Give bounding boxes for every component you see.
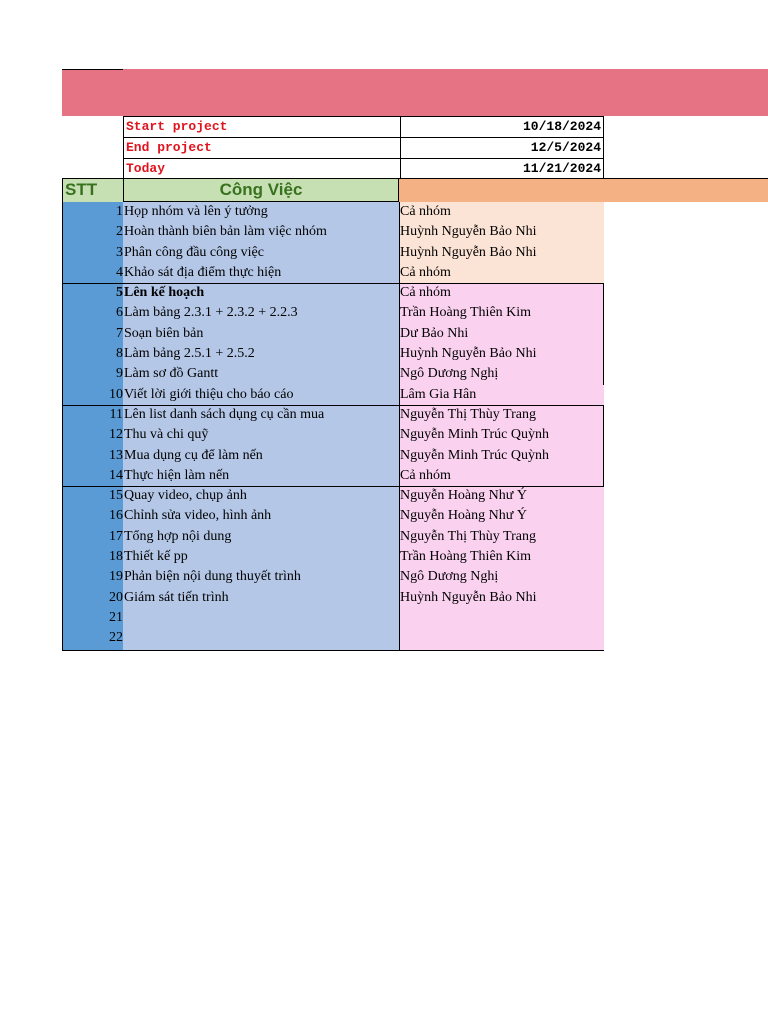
start-project-value[interactable]: 10/18/2024 bbox=[401, 117, 604, 138]
task-table bbox=[62, 202, 604, 649]
task-cell[interactable]: Giám sát tiến trình bbox=[124, 589, 229, 605]
assignee-cell[interactable]: Cả nhóm bbox=[400, 285, 451, 301]
task-cell[interactable]: Soạn biên bản bbox=[124, 325, 204, 341]
table-row[interactable] bbox=[62, 324, 604, 344]
stt-cell[interactable]: 4 bbox=[116, 264, 123, 280]
assignee-cell[interactable]: Nguyễn Hoàng Như Ý bbox=[400, 508, 527, 524]
task-cell[interactable]: Hoàn thành biên bản làm việc nhóm bbox=[124, 224, 327, 240]
assignee-cell[interactable]: Ngô Dương Nghị bbox=[400, 569, 499, 585]
assignee-cell[interactable]: Ngô Dương Nghị bbox=[400, 366, 499, 382]
task-cell[interactable]: Phản biện nội dung thuyết trình bbox=[124, 569, 301, 585]
table-row[interactable] bbox=[62, 425, 604, 445]
stt-cell[interactable]: 21 bbox=[109, 609, 123, 625]
table-row[interactable] bbox=[62, 283, 604, 303]
stt-cell[interactable]: 6 bbox=[116, 305, 123, 321]
task-cell[interactable]: Chỉnh sửa video, hình ảnh bbox=[124, 508, 272, 524]
assignee-cell[interactable]: Nguyễn Thị Thùy Trang bbox=[400, 528, 536, 544]
assignee-cell[interactable]: Cả nhóm bbox=[400, 467, 451, 483]
assignee-cell[interactable]: Lâm Gia Hân bbox=[400, 386, 477, 402]
task-cell[interactable]: Thiết kế pp bbox=[124, 549, 188, 565]
table-row[interactable] bbox=[62, 628, 604, 648]
task-cell[interactable]: Quay video, chụp ảnh bbox=[124, 488, 247, 504]
table-row[interactable] bbox=[62, 243, 604, 263]
header-work[interactable]: Công Việc bbox=[123, 178, 399, 202]
table-row[interactable] bbox=[62, 364, 604, 384]
banner-border bbox=[62, 69, 123, 70]
assignee-cell[interactable]: Trần Hoàng Thiên Kim bbox=[400, 305, 532, 321]
task-cell[interactable]: Viết lời giới thiệu cho báo cáo bbox=[124, 386, 294, 402]
stt-cell[interactable]: 8 bbox=[116, 346, 123, 362]
assignee-cell[interactable]: Huỳnh Nguyễn Bảo Nhi bbox=[400, 224, 537, 240]
stt-cell[interactable]: 5 bbox=[116, 285, 123, 301]
stt-cell[interactable]: 16 bbox=[109, 508, 123, 524]
task-cell[interactable]: Làm bảng 2.5.1 + 2.5.2 bbox=[124, 346, 255, 362]
stt-cell[interactable]: 12 bbox=[109, 427, 123, 443]
assignee-cell[interactable]: Dư Bảo Nhi bbox=[400, 325, 469, 341]
assignee-cell[interactable]: Nguyễn Minh Trúc Quỳnh bbox=[400, 447, 549, 463]
task-cell[interactable]: Họp nhóm và lên ý tưởng bbox=[124, 204, 268, 219]
table-row[interactable] bbox=[62, 588, 604, 608]
task-cell[interactable]: Mua dụng cụ để làm nến bbox=[124, 447, 263, 463]
table-bottom-border bbox=[62, 650, 604, 651]
table-row[interactable] bbox=[62, 486, 604, 506]
start-project-label: Start project bbox=[124, 117, 401, 138]
assignee-cell[interactable]: Nguyễn Minh Trúc Quỳnh bbox=[400, 427, 549, 443]
table-row[interactable] bbox=[62, 405, 604, 425]
start-project-row bbox=[124, 117, 604, 138]
stt-cell[interactable]: 1 bbox=[116, 204, 123, 219]
end-project-label: End project bbox=[124, 138, 401, 159]
assignee-cell[interactable]: Huỳnh Nguyễn Bảo Nhi bbox=[400, 244, 537, 260]
table-row[interactable] bbox=[62, 263, 604, 283]
today-value[interactable]: 11/21/2024 bbox=[401, 159, 604, 180]
end-project-row bbox=[124, 138, 604, 159]
assignee-cell[interactable]: Trần Hoàng Thiên Kim bbox=[400, 549, 532, 565]
today-row bbox=[124, 159, 604, 180]
stt-cell[interactable]: 7 bbox=[116, 325, 123, 341]
table-row[interactable] bbox=[62, 527, 604, 547]
table-row[interactable] bbox=[62, 506, 604, 526]
title-banner bbox=[62, 69, 768, 116]
table-row[interactable] bbox=[62, 385, 604, 405]
table-row[interactable] bbox=[62, 466, 604, 486]
stt-cell[interactable]: 18 bbox=[109, 549, 123, 565]
task-cell[interactable]: Lên list danh sách dụng cụ cần mua bbox=[124, 406, 325, 422]
table-row[interactable] bbox=[62, 202, 604, 222]
stt-cell[interactable]: 19 bbox=[109, 569, 123, 585]
task-cell[interactable]: Thu và chi quỹ bbox=[124, 427, 209, 443]
stt-cell[interactable]: 11 bbox=[109, 406, 123, 422]
table-row[interactable] bbox=[62, 446, 604, 466]
end-project-value[interactable]: 12/5/2024 bbox=[401, 138, 604, 159]
stt-cell[interactable]: 15 bbox=[109, 488, 123, 504]
stt-cell[interactable]: 22 bbox=[109, 630, 123, 646]
header-stt[interactable]: STT bbox=[62, 178, 123, 202]
table-row[interactable] bbox=[62, 608, 604, 628]
task-cell[interactable]: Làm bảng 2.3.1 + 2.3.2 + 2.2.3 bbox=[124, 305, 298, 321]
stt-cell[interactable]: 9 bbox=[116, 366, 123, 382]
project-dates-table bbox=[123, 116, 604, 180]
task-cell[interactable]: Khảo sát địa điểm thực hiện bbox=[124, 264, 282, 280]
header-assignee[interactable] bbox=[399, 178, 768, 202]
table-row[interactable] bbox=[62, 567, 604, 587]
assignee-cell[interactable]: Huỳnh Nguyễn Bảo Nhi bbox=[400, 346, 537, 362]
stt-cell[interactable]: 17 bbox=[109, 528, 123, 544]
stt-cell[interactable]: 2 bbox=[116, 224, 123, 240]
task-cell[interactable]: Thực hiện làm nến bbox=[124, 467, 230, 483]
assignee-cell[interactable]: Cả nhóm bbox=[400, 264, 451, 280]
stt-cell[interactable]: 3 bbox=[116, 244, 123, 260]
assignee-cell[interactable]: Nguyễn Thị Thùy Trang bbox=[400, 406, 536, 422]
table-row[interactable] bbox=[62, 547, 604, 567]
table-row[interactable] bbox=[62, 303, 604, 323]
stt-cell[interactable]: 14 bbox=[109, 467, 123, 483]
assignee-cell[interactable]: Nguyễn Hoàng Như Ý bbox=[400, 488, 527, 504]
task-cell[interactable]: Lên kế hoạch bbox=[124, 285, 205, 301]
stt-cell[interactable]: 20 bbox=[109, 589, 123, 605]
task-cell[interactable]: Làm sơ đồ Gantt bbox=[124, 366, 219, 382]
today-label: Today bbox=[124, 159, 401, 180]
task-cell[interactable]: Phân công đầu công việc bbox=[124, 244, 264, 260]
assignee-cell[interactable]: Cả nhóm bbox=[400, 204, 451, 219]
table-row[interactable] bbox=[62, 344, 604, 364]
task-cell[interactable]: Tổng hợp nội dung bbox=[124, 528, 232, 544]
table-row[interactable] bbox=[62, 222, 604, 242]
assignee-cell[interactable]: Huỳnh Nguyễn Bảo Nhi bbox=[400, 589, 537, 605]
stt-cell[interactable]: 13 bbox=[109, 447, 123, 463]
stt-cell[interactable]: 10 bbox=[109, 386, 123, 402]
